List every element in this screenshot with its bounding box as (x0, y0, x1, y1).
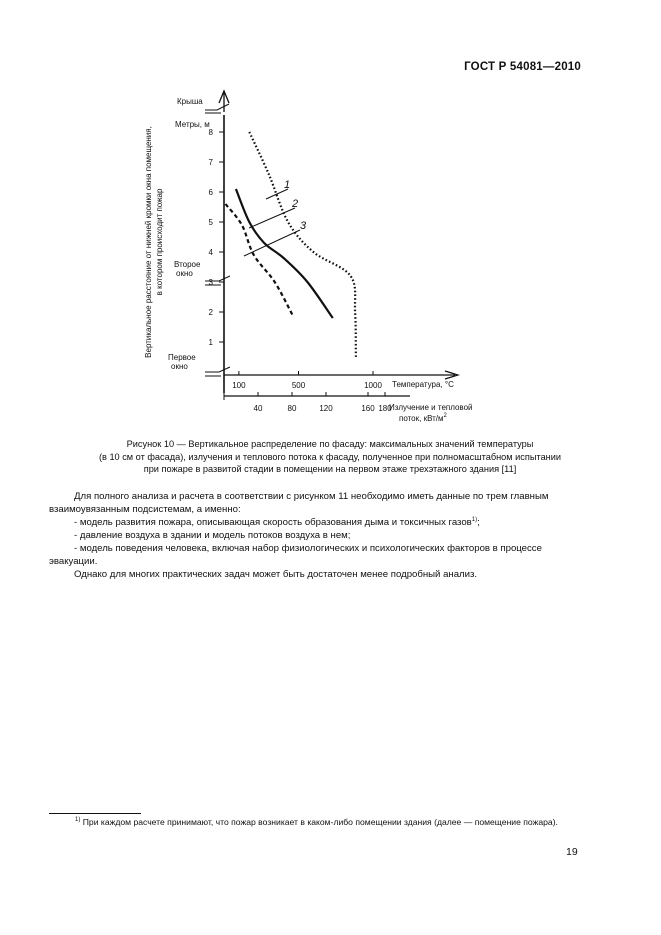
curve-label-3: 3 (300, 220, 307, 232)
radiation-axis-label-text: поток, кВт/м (399, 414, 444, 423)
first-window-label-line2: окно (171, 362, 188, 371)
radiation-axis-label-sup: 2 (443, 413, 447, 419)
radiation-tick-label: 120 (319, 404, 333, 413)
y-tick-label: 7 (208, 158, 213, 167)
radiation-tick-label: 160 (361, 404, 375, 413)
second-window-label-line2: окно (176, 269, 193, 278)
temperature-tick-label: 1000 (364, 381, 382, 390)
temperature-tick-label: 100 (232, 381, 246, 390)
y-tick-label: 3 (208, 278, 213, 287)
list-item-fire-model (49, 516, 584, 529)
radiation-tick-label: 80 (287, 404, 297, 413)
y-tick-label: 2 (208, 308, 213, 317)
footnote-body: При каждом расчете принимают, что пожар возникает в каком-либо помещении здания (далее — помещение пожара). (80, 817, 558, 827)
y-tick-label: 1 (208, 338, 213, 347)
list-item-fire-model-text: - модель развития пожара, описывающая скорость образования дыма и токсичных газов (74, 517, 472, 528)
radiation-axis-label-line2 (399, 413, 448, 423)
leader-line-2 (249, 208, 295, 228)
y-axis-title-line2: в котором происходит пожар (155, 188, 164, 296)
meters-label: Метры, м (175, 120, 210, 129)
curve-3-dashed (225, 204, 292, 315)
caption-line-2: (в 10 см от фасада), излучения и теплового потока к фасаду, полученное при полномасштабном испытании (98, 451, 562, 462)
figure-chart (0, 0, 661, 430)
figure-caption (40, 438, 620, 476)
temperature-axis-label: Температура, °C (392, 380, 454, 389)
y-axis-title-line1: Вертикальное расстояние от нижней кромки окна помещения, (144, 126, 153, 358)
standard-header: ГОСТ Р 54081—2010 (464, 61, 581, 73)
radiation-axis-label-line1: Излучение и тепловой (389, 403, 473, 412)
first-window-label-line1: Первое (168, 353, 196, 362)
y-tick-label: 4 (208, 248, 213, 257)
radiation-tick-label: 40 (253, 404, 263, 413)
list-item-fire-model-end: ; (477, 517, 480, 528)
footnote-text (49, 816, 584, 828)
curve-label-2: 2 (292, 198, 299, 210)
footnote (49, 816, 584, 828)
footnote-rule (49, 813, 141, 814)
roof-break-mark (205, 104, 229, 113)
y-tick-label: 8 (208, 128, 213, 137)
roof-label: Крыша (177, 97, 203, 106)
paragraph-conclusion: Однако для многих практических задач может быть достаточен менее подробный анализ. (74, 569, 478, 580)
radiation-tick-label: 180 (378, 404, 392, 413)
list-item-air-pressure: - давление воздуха в здании и модель потоков воздуха в нем; (74, 530, 351, 541)
footnote-ref: 1) (471, 517, 478, 523)
leader-line-3 (244, 230, 300, 256)
y-tick-label: 5 (208, 218, 213, 227)
temperature-tick-label: 500 (291, 381, 306, 390)
caption-line-3: при пожаре в развитой стадии в помещении на первом этаже трехэтажного здания [11] (143, 464, 517, 475)
y-tick-label: 6 (208, 188, 213, 197)
body-text (49, 490, 584, 581)
paragraph-intro: Для полного анализа и расчета в соответствии с рисунком 11 необходимо иметь данные по трем главным взаимоувязанным подсистемам, а именно: (49, 491, 549, 515)
footnote-marker: 1) (75, 817, 81, 823)
second-window-label-line1: Второе (174, 260, 201, 269)
caption-line-1: Рисунок 10 — Вертикальное распределение по фасаду: максимальных значений температуры (126, 439, 534, 449)
list-item-human-behavior: - модель поведения человека, включая набор физиологических и психологических факторов в процессе эвакуации. (49, 543, 542, 567)
curve-label-1: 1 (284, 179, 291, 191)
page-number: 19 (566, 846, 578, 858)
